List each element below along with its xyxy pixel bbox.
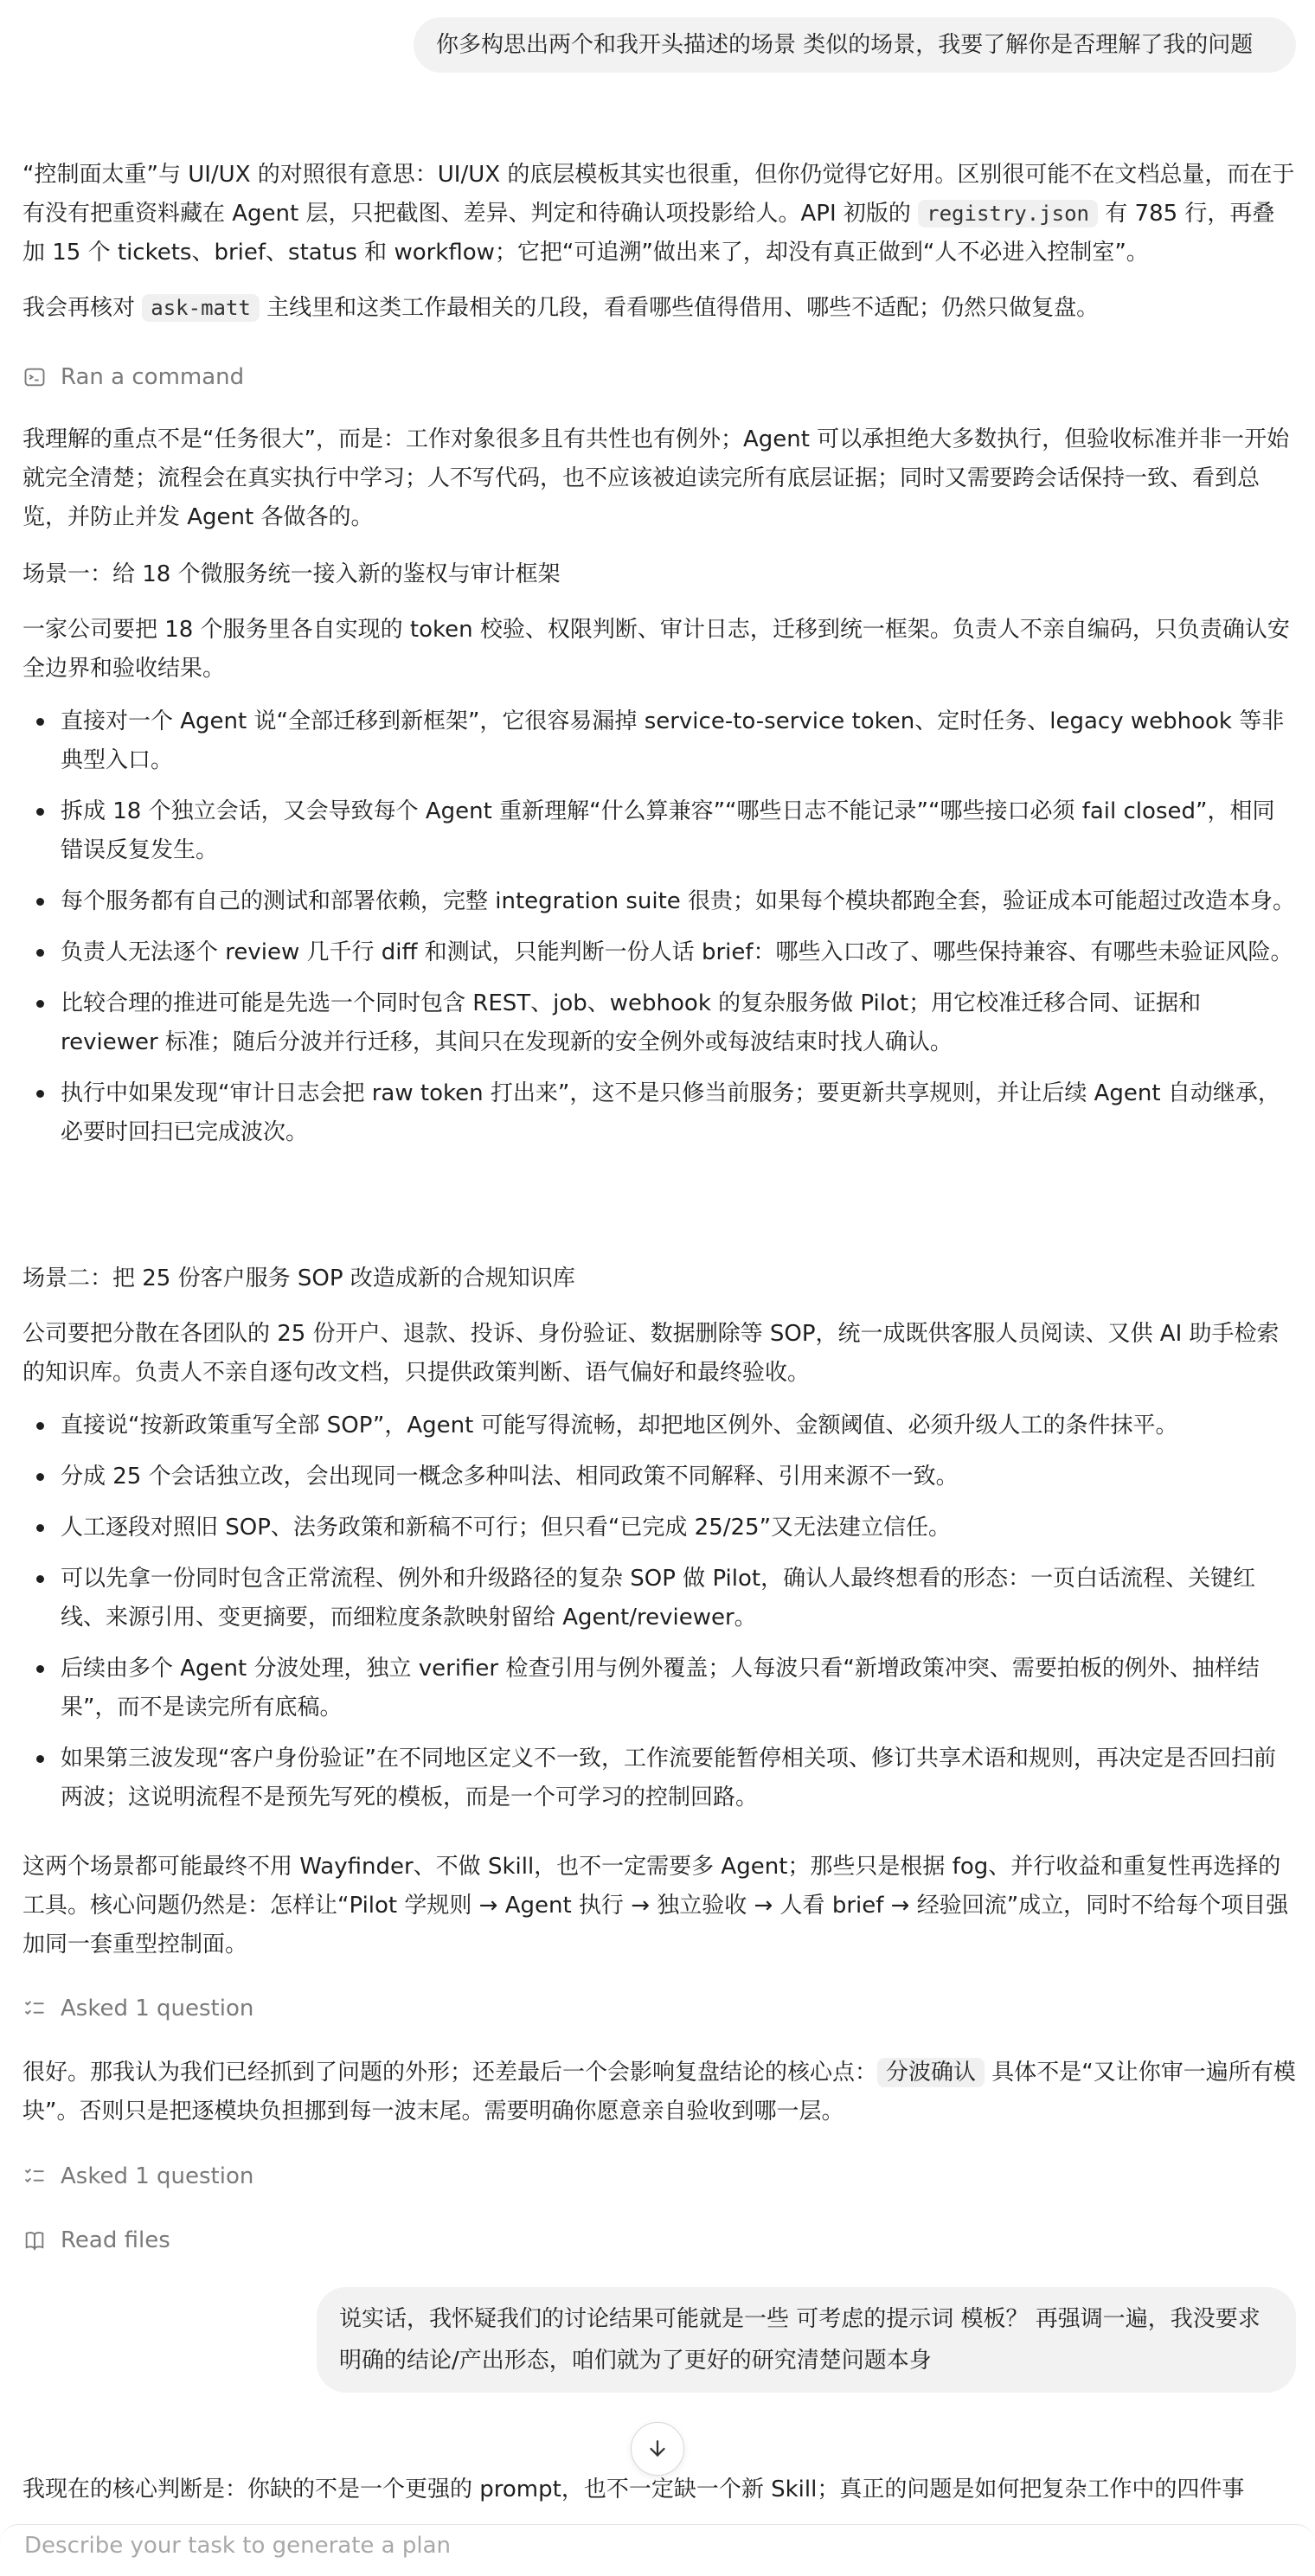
action-label: Asked 1 question [61,1996,254,2022]
text-span: 具体不是“又让你审一遍所有模块”。否则只是把逐模块负担挪到每一波末尾。需要明确你愿意亲自验收到哪一层。 [22,2060,1296,2124]
assistant-paragraph: 我现在的核心判断是：你缺的不是一个更强的 prompt，也不一定缺一个新 Skill；真正的问题是如何把复杂工作中的四件事 [22,2477,1245,2502]
asked-question-action[interactable] [22,2159,253,2194]
assistant-paragraph: 我理解的重点不是“任务很大”，而是：工作对象很多且有共性也有例外；Agent 可以承担绝大多数执行，但验收标准并非一开始就完全清楚；流程会在真实执行中学习；人不写代码，也不应该被迫读完所有底层证据；同时又需要跨会话保持一致、看到总览，并防止并发 Agent 各做各的。 [22,426,1290,530]
list-item: 拆成 18 个独立会话，又会导致每个 Agent 重新理解“什么算兼容”“哪些日志不能记录”“哪些接口必须 fail closed”，相同错误反复发生。 [22,792,1296,870]
list-item: 分成 25 个会话独立改，会出现同一概念多种叫法、相同政策不同解释、引用来源不一致。 [22,1458,1296,1496]
user-message-bubble [414,17,1296,73]
list-item: 人工逐段对照旧 SOP、法务政策和新稿不可行；但只看“已完成 25/25”又无法建立信任。 [22,1509,1296,1548]
summary-paragraph: 这两个场景都可能最终不用 Wayfinder、不做 Skill，也不一定需要多 Agent；那些只是根据 fog、并行收益和重复性再选择的工具。核心问题仍然是：怎样让“Pilot 学规则 → Agent 执行 → 独立验收 → 人看 brief → 经验回流”成立，同时不给每个项目强加同一套重型控制面。 [22,1854,1289,1958]
inline-code: ask-matt [142,294,260,322]
text-span: 主线里和这类工作最相关的几段，看看哪些值得借用、哪些不适配；仍然只做复盘。 [259,295,1100,321]
action-label: Read files [61,2227,170,2253]
list-item: 直接对一个 Agent 说“全部迁移到新框架”，它很容易漏掉 service-to-service token、定时任务、legacy webhook 等非典型入口。 [22,702,1296,780]
scenario-1-intro: 一家公司要把 18 个服务里各自实现的 token 校验、权限判断、审计日志，迁移到统一框架。负责人不亲自编码，只负责确认安全边界和验收结果。 [22,617,1290,682]
composer [0,2524,1315,2576]
scenario-1-title: 场景一：给 18 个微服务统一接入新的鉴权与审计框架 [22,561,561,587]
user-message-bubble [317,2287,1296,2393]
scroll-to-bottom-button[interactable] [631,2422,684,2476]
scenario-2-title: 场景二：把 25 份客户服务 SOP 改造成新的合规知识库 [22,1266,575,1291]
checklist-icon [22,2164,47,2188]
user-message-text: 你多构思出两个和我开头描述的场景 类似的场景，我要了解你是否理解了我的问题 [436,32,1254,58]
scenario-2-intro: 公司要把分散在各团队的 25 份开户、退款、投诉、身份验证、数据删除等 SOP，统一成既供客服人员阅读、又供 AI 助手检索的知识库。负责人不亲自逐句改文档，只提供政策判断、语气偏好和最终验收。 [22,1321,1280,1386]
assistant-paragraph [22,289,1296,328]
asked-question-action[interactable] [22,1991,253,2026]
list-item: 负责人无法逐个 review 几千行 diff 和测试，只能判断一份人话 brief：哪些入口改了、哪些保持兼容、有哪些未验证风险。 [22,933,1296,972]
list-item: 每个服务都有自己的测试和部署依赖，完整 integration suite 很贵；如果每个模块都跑全套，验证成本可能超过改造本身。 [22,882,1296,921]
arrow-down-icon [645,2436,670,2462]
text-span: 很好。那我认为我们已经抓到了问题的外形；还差最后一个会影响复盘结论的核心点： [22,2060,878,2086]
scenario-1-list [22,702,1296,1164]
list-item: 后续由多个 Agent 分波处理，独立 verifier 检查引用与例外覆盖；人每波只看“新增政策冲突、需要拍板的例外、抽样结果”，而不是读完所有底稿。 [22,1650,1296,1727]
read-files-action[interactable] [22,2223,170,2258]
list-item: 可以先拿一份同时包含正常流程、例外和升级路径的复杂 SOP 做 Pilot，确认人最终想看的形态：一页白话流程、关键红线、来源引用、变更摘要，而细粒度条款映射留给 Agent/reviewer。 [22,1560,1296,1637]
list-item: 如果第三波发现“客户身份验证”在不同地区定义不一致，工作流要能暂停相关项、修订共享术语和规则，再决定是否回扫前两波；这说明流程不是预先写死的模板，而是一个可学习的控制回路。 [22,1740,1296,1817]
list-item: 直接说“按新政策重写全部 SOP”，Agent 可能写得流畅，却把地区例外、金额阈值、必须升级人工的条件抹平。 [22,1407,1296,1445]
text-span: “控制面太重”与 UI/UX 的对照很有意思：UI/UX 的底层模板其实也很重，但你仍觉得它好用。区别很可能不在文档总量，而在于有没有把重资料藏在 Agent 层，只把截图、差异、判定和待确认项投影给人。API 初版的 [22,162,1295,227]
ran-command-action[interactable] [22,360,244,394]
book-icon [22,2228,47,2252]
action-label: Ran a command [61,364,245,390]
assistant-paragraph [22,2054,1296,2131]
assistant-paragraph [22,156,1296,272]
action-label: Asked 1 question [61,2163,254,2189]
scenario-2-list [22,1407,1296,1829]
checklist-icon [22,1996,47,2021]
list-item: 比较合理的推进可能是先选一个同时包含 REST、job、webhook 的复杂服务做 Pilot；用它校准迁移合同、证据和 reviewer 标准；随后分波并行迁移，其间只在发现新的安全例外或每波结束时找人确认。 [22,984,1296,1062]
list-item: 执行中如果发现“审计日志会把 raw token 打出来”，这不是只修当前服务；要更新共享规则，并让后续 Agent 自动继承，必要时回扫已完成波次。 [22,1074,1296,1152]
text-span: 我会再核对 [22,295,143,321]
text-span: 有 785 行，再叠加 15 个 tickets、brief、status 和 workflow；它把“可追溯”做出来了，却没有真正做到“人不必进入控制室”。 [22,201,1275,266]
inline-code: registry.json [918,200,1098,227]
inline-tag: 分波确认 [877,2058,985,2087]
terminal-icon [22,365,47,389]
user-message-text: 说实话，我怀疑我们的讨论结果可能就是一些 可考虑的提示词 模板？ 再强调一遍，我没要求明确的结论/产出形态，咱们就为了更好的研究清楚问题本身 [339,2306,1260,2374]
task-input[interactable] [22,2532,1237,2560]
